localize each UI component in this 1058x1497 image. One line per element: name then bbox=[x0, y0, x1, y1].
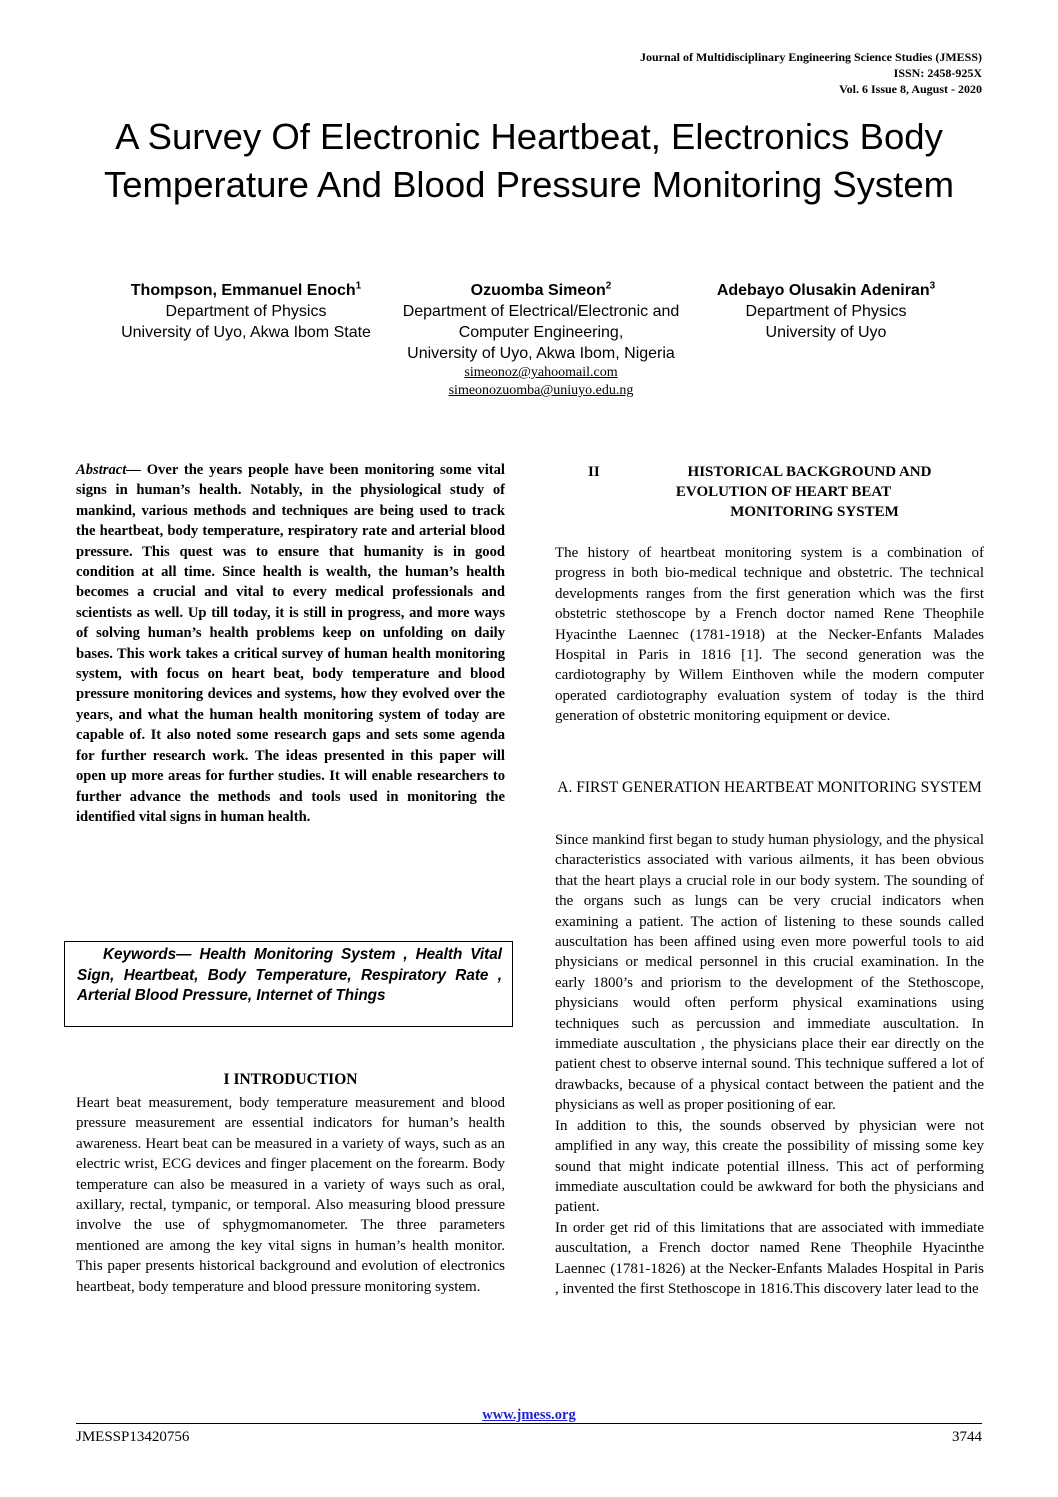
keywords-text: Health Monitoring System , Health Vital Sign, Heartbeat, Body Temperature, Respiratory Rate , Arterial Blood Pressure, Internet of Things bbox=[77, 946, 503, 1005]
abstract-text: Over the years people have been monitoring some vital signs in human’s health. Notably, in the physiological study of mankind, various methods and techniques are being used to track the heartbeat, body temperature, respiratory rate and arterial blood pressure. This quest was to ensure that humanity is in good condition at all time. Since health is wealth, the human’s health becomes a crucial and vital to every medical professionals and scientists as well. Up till today, it is still in progress, and more ways of solving human’s health problems keep on unfolding on daily bases. This work takes a critical survey of human health monitoring system, with focus on heart beat, body temperature and blood pressure monitoring devices and systems, how they evolved over the years, and what the human health monitoring system of today are capable of. It also noted some research gaps and sets some agenda for further research work. The ideas presented in this paper will open up more areas for further studies. It will enable researchers to further advance the methods and tools used in monitoring the identified vital signs in human health. bbox=[76, 462, 505, 825]
page-number: 3744 bbox=[952, 1429, 982, 1445]
paragraph: In order get rid of this limitations that are associated with immediate auscultation, a French doctor named Rene Theophile Hyacinthe Laennec (1781-1826) at the Necker-Enfants Malades Hospital in Paris , invented the first Stethoscope in 1816.This discovery later lead to the bbox=[555, 1219, 984, 1297]
abstract-label: Abstract— bbox=[76, 462, 141, 478]
footer-divider bbox=[76, 1423, 982, 1424]
author-affiliation: University of Uyo bbox=[765, 324, 887, 341]
paragraph: Heart beat measurement, body temperature measurement and blood pressure measurement are essential indicators for human’s health awareness. Heart beat can be measured in a variety of ways, such as an electric wrist, ECG devices and finger placement on the forearm. Body temperature can also be measured in a variety of ways such as oral, axillary, rectal, tympanic, or temporal. Also measuring blood pressure involve the use of sphygmomanometer. The three parameters mentioned are among the key vital signs in human’s health monitor. This paper presents historical background and evolution of electronics heartbeat, body temperature and blood pressure monitoring system. bbox=[76, 1095, 505, 1295]
keywords-label: Keywords— bbox=[103, 946, 192, 963]
keywords-box bbox=[64, 941, 513, 1027]
first-generation-text bbox=[555, 830, 984, 1299]
paper-title: A Survey Of Electronic Heartbeat, Electronics Body Temperature And Blood Pressure Monitoring System bbox=[103, 116, 955, 205]
journal-issn: ISSN: 2458-925X bbox=[893, 66, 982, 80]
journal-volume: Vol. 6 Issue 8, August - 2020 bbox=[839, 82, 982, 96]
paper-id: JMESSP13420756 bbox=[76, 1429, 190, 1445]
author-name: Ozuomba Simeon$^2$ bbox=[470, 280, 612, 299]
journal-name: Journal of Multidisciplinary Engineering Science Studies (JMESS) bbox=[639, 50, 982, 64]
author-department: Department of Electrical/Electronic and Computer Engineering, bbox=[402, 303, 680, 341]
introduction-text bbox=[76, 1093, 505, 1297]
author-department: Department of Physics bbox=[745, 303, 907, 320]
historical-text bbox=[555, 543, 984, 727]
author-1 bbox=[118, 280, 374, 343]
section-number: II bbox=[588, 464, 600, 480]
author-3 bbox=[710, 280, 942, 343]
subsection-heading-first-generation: A. FIRST GENERATION HEARTBEAT MONITORING SYSTEM bbox=[557, 779, 982, 796]
paragraph: Since mankind first began to study human physiology, and the physical characteristics associated with various ailments, it has been obvious that the heart plays a crucial role in our body system. The sounding of the organs such as lungs can be very crucial indicators when examining a patient. The action of listening to these sounds called auscultation has been affined using even more powerful tools to aid physicians or medical personnel in this crucial examination. In the early 1800’s and priorism to the development of the Stethoscope, physicians would often perform physical examinations using techniques such as percussion and immediate auscultation. In immediate auscultation , the physicians place their ear directly on the patient chest to observe internal sound. This technique suffered a lot of drawbacks, because of a physical contact between the patient and the physicians as well as proper positioning of ear. bbox=[555, 832, 984, 1114]
author-department: Department of Physics bbox=[165, 303, 327, 320]
author-affiliation: University of Uyo, Akwa Ibom State bbox=[121, 324, 371, 341]
author-affiliation: University of Uyo, Akwa Ibom, Nigeria bbox=[407, 345, 675, 362]
section-title: HISTORICAL BACKGROUND AND EVOLUTION OF HEART BEAT MONITORING SYSTEM bbox=[675, 464, 932, 520]
author-email-link[interactable]: simeonoz@yahoomail.com bbox=[464, 365, 618, 380]
journal-header bbox=[640, 49, 982, 97]
author-2 bbox=[396, 280, 686, 400]
author-name: Adebayo Olusakin Adeniran$^3$ bbox=[716, 280, 936, 299]
paragraph: In addition to this, the sounds observed by physician were not amplified in any way, this create the possibility of missing some key sound that might indicate potential illness. This act of performing immediate auscultation could be awkward for both the physicians and patient. bbox=[555, 1117, 984, 1216]
section-heading-introduction: I INTRODUCTION bbox=[223, 1071, 358, 1088]
author-email-link[interactable]: simeonozuomba@uniuyo.edu.ng bbox=[448, 383, 634, 398]
author-name: Thompson, Emmanuel Enoch$^1$ bbox=[130, 280, 362, 299]
website-link[interactable]: www.jmess.org bbox=[482, 1407, 576, 1423]
abstract bbox=[76, 460, 505, 827]
paragraph: The history of heartbeat monitoring system is a combination of progress in both bio-medical technique and obstetric. The technical developments ranges from the first generation which was the first obstetric stethoscope by a French doctor named Rene Theophile Hyacinthe Laennec (1781-1918) at the Necker-Enfants Malades Hospital in Paris in 1816 [1]. The second generation was the cardiotography by Willem Einthoven while the modern computer operated cardiotography evaluation system of today is the third generation of obstetric monitoring equipment or device. bbox=[555, 545, 984, 725]
